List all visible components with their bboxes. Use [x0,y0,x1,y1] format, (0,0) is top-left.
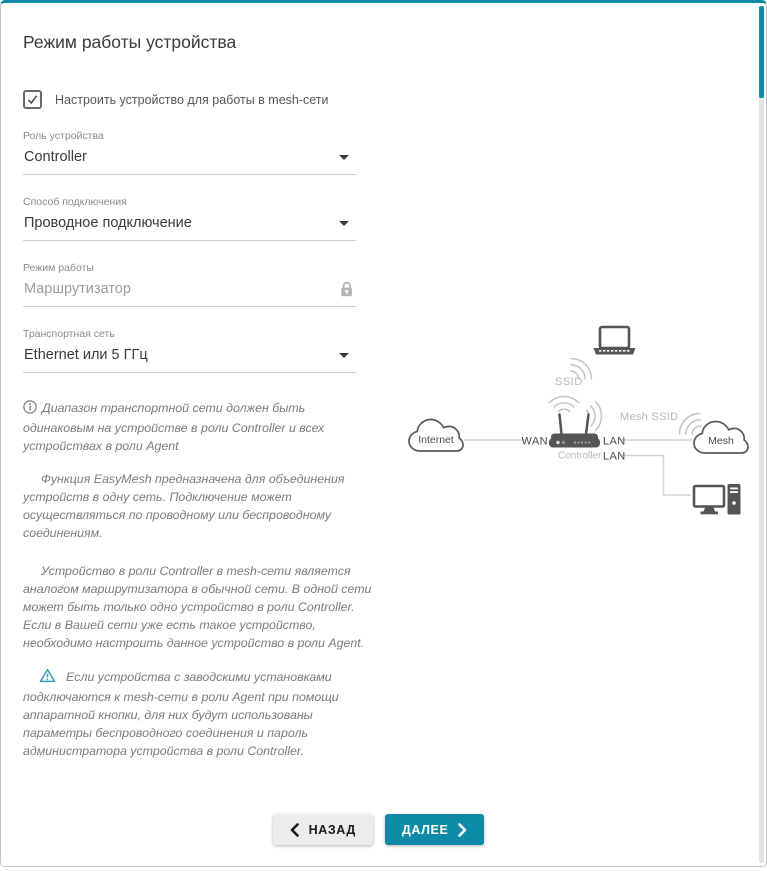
note-text: Диапазон транспортной сети должен быть одинаковым на устройстве в роли Controller и всех устройствах в роли Agent [23,401,325,453]
field-label: Способ подключения [23,196,127,208]
warning-icon [39,672,56,686]
laptop-icon [594,327,636,355]
select-value: Controller [24,149,87,165]
note-warning [23,668,373,760]
scrollbar-thumb[interactable] [759,6,764,98]
field-label: Роль устройства [23,130,104,142]
note-text: Если устройства с заводскими установками подключаются к mesh-сети в роли Agent при помощи аппаратной кнопки, для них будут использованы параметры беспроводного соединения и пароль администратора устройства в роли Controller. [23,670,339,758]
connection-method-select[interactable] [23,208,356,241]
field-work-mode [23,262,356,307]
mesh-ssid-label: Mesh SSID [620,411,679,423]
wan-port-label: WAN [521,435,548,448]
field-transport-network [23,328,356,373]
scrollbar-track[interactable] [759,6,764,863]
lan-port-label-bottom: LAN [603,450,626,463]
select-value: Проводное подключение [24,215,192,231]
work-mode-locked-field [23,274,356,307]
note-transport-band [23,399,373,455]
chevron-down-icon [339,353,349,358]
mesh-checkbox[interactable] [23,90,42,109]
mesh-cloud-icon [694,422,748,454]
checkmark-icon [26,93,39,106]
mesh-checkbox-label: Настроить устройство для работы в mesh-сети [55,92,329,107]
field-device-role [23,130,356,175]
ssid-label: SSID [555,376,583,388]
select-value: Ethernet или 5 ГГц [24,347,148,363]
locked-value: Маршрутизатор [24,281,131,297]
next-button[interactable] [385,814,485,845]
field-label: Режим работы [23,262,94,274]
controller-label: Controller [558,450,602,462]
chevron-down-icon [339,155,349,160]
transport-network-select[interactable] [23,340,356,373]
next-button-label: ДАЛЕЕ [401,822,449,837]
router-icon [549,415,600,448]
wizard-buttons [1,814,756,845]
chevron-right-icon [458,823,467,837]
note-controller-role: Устройство в роли Controller в mesh-сети является аналогом маршрутизатора в обычной сети. В одной сети может быть только одно устройство в роли Controller. Если в Вашей сети уже есть такое устройство, необходимо настроить данное устройство в роли Agent. [23,564,372,650]
network-diagram [401,303,761,533]
field-connection-method [23,196,356,241]
internet-label: Internet [418,434,454,446]
chevron-down-icon [339,221,349,226]
device-role-select[interactable] [23,142,356,175]
connection-lines [464,440,692,495]
wifi-waves-icon [550,396,579,411]
settings-column [23,3,373,760]
mesh-checkbox-row [23,90,373,109]
lan-port-label-top: LAN [603,435,626,448]
desktop-pc-icon [694,484,741,515]
field-label: Транспортная сеть [23,328,115,340]
lock-icon [340,281,353,297]
page-title: Режим работы устройства [23,32,237,52]
internet-cloud-icon [409,420,463,452]
info-icon [23,403,37,417]
back-button-label: НАЗАД [308,822,356,837]
chevron-left-icon [290,823,299,837]
back-button[interactable] [273,814,373,845]
mesh-label: Mesh [708,435,734,447]
note-easymesh: Функция EasyMesh предназначена для объединения устройств в одну сеть. Подключение может осуществляться по проводному или беспроводному соединениям. [23,472,345,540]
